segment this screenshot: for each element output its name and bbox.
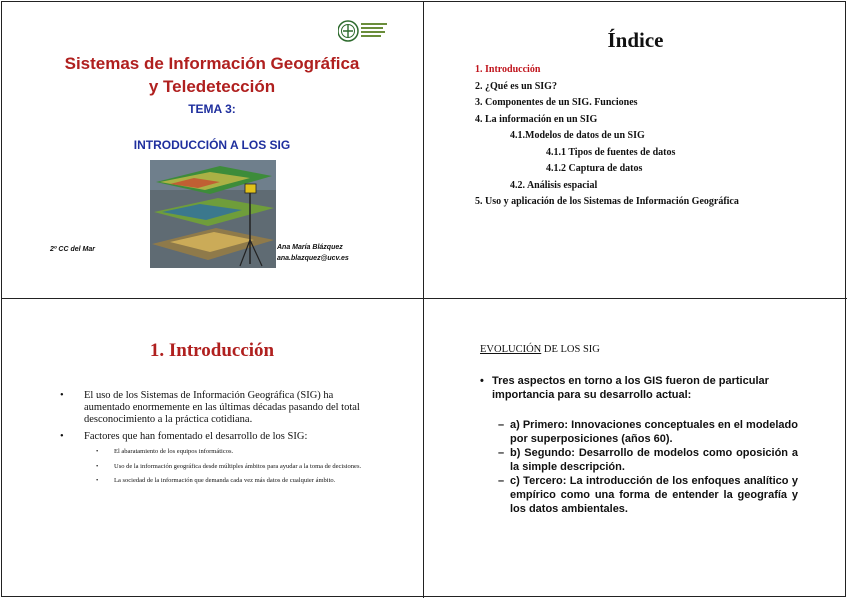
slide-3-introduction <box>2 300 422 597</box>
topic-number: TEMA 3: <box>188 102 236 116</box>
toc-item: 4. La información en un SIG <box>475 113 598 125</box>
sub-point <box>498 418 798 446</box>
toc-item: 4.1.1 Tipos de fuentes de datos <box>546 146 676 158</box>
dash-icon: – <box>498 475 505 487</box>
bullet-icon: • <box>60 390 64 401</box>
sub-point-text: c) Tercero: La introducción de los enfoques analítico y empírico como una forma de entender la geografía y los datos ambientales. <box>510 475 798 515</box>
gis-layers-illustration <box>150 160 276 268</box>
main-point <box>480 374 798 402</box>
index-title: Índice <box>607 28 664 52</box>
slide-title: 1. Introducción <box>149 340 275 361</box>
presentation-title <box>32 52 392 98</box>
toc-item: 4.2. Análisis espacial <box>510 179 598 191</box>
dash-icon: – <box>498 419 505 431</box>
slide-divider-horizontal <box>1 298 847 299</box>
university-logo-icon <box>338 18 390 44</box>
toc-item: 2. ¿Qué es un SIG? <box>475 80 557 92</box>
sub-list-item-text: Uso de la información geográfica desde múltiples ámbitos para ayudar a la toma de decisiones. <box>114 462 362 470</box>
title-line-1: Sistemas de Información Geográfica <box>64 54 360 73</box>
author-block <box>277 242 349 264</box>
sub-point <box>498 474 798 516</box>
toc-item: 5. Uso y aplicación de los Sistemas de Información Geográfica <box>475 196 739 207</box>
heading-underlined: EVOLUCIÓN <box>480 344 542 355</box>
list-item-text: Factores que han fomentado el desarrollo de los SIG: <box>84 431 308 442</box>
sub-point-text: b) Segundo: Desarrollo de modelos como oposición a la simple descripción. <box>510 447 798 473</box>
bullet-icon: • <box>96 462 99 470</box>
bullet-icon: • <box>480 375 484 387</box>
slide-divider-vertical <box>423 1 424 598</box>
bullet-icon: • <box>96 477 99 484</box>
bullet-icon: • <box>60 431 64 442</box>
slide-4-evolution <box>425 300 846 597</box>
sub-list-item-text: La sociedad de la información que demanda cada vez más datos de cualquier ámbito. <box>114 477 336 484</box>
list-item-text: El uso de los Sistemas de Información Geográfica (SIG) ha aumentado enormemente en las últimas décadas pasando del total desconocimiento a la práctica cotidiana. <box>84 390 360 425</box>
sub-point-text: a) Primero: Innovaciones conceptuales en el modelado por superposiciones (años 60). <box>510 419 798 445</box>
list-item <box>58 431 368 443</box>
slide-heading <box>480 344 600 355</box>
slide-1-title <box>2 2 422 297</box>
table-of-contents <box>475 62 739 211</box>
sub-list-item <box>58 477 368 486</box>
toc-item: 1. Introducción <box>475 64 541 75</box>
toc-item: 4.1.Modelos de datos de un SIG <box>510 130 645 141</box>
sub-list-item-text: El abaratamiento de los equipos informáticos. <box>114 448 234 455</box>
sub-points <box>498 418 798 516</box>
sub-point <box>498 446 798 474</box>
bullet-icon: • <box>96 448 99 455</box>
author-name: Ana María Blázquez <box>277 244 343 251</box>
dash-icon: – <box>498 447 505 459</box>
toc-item: 3. Componentes de un SIG. Funciones <box>475 97 638 108</box>
bullet-list <box>58 390 368 492</box>
title-line-2: y Teledetección <box>148 77 276 96</box>
main-point-text: Tres aspectos en torno a los GIS fueron de particular importancia para su desarrollo actual: <box>492 375 769 401</box>
author-email: ana.blazquez@ucv.es <box>277 255 349 262</box>
sub-list-item <box>58 463 368 472</box>
list-item <box>58 390 368 426</box>
toc-item: 4.1.2 Captura de datos <box>546 163 643 174</box>
slide-2-index <box>425 2 846 297</box>
course-label: 2º CC del Mar <box>50 246 95 253</box>
heading-rest: DE LOS SIG <box>541 344 600 355</box>
topic-title: INTRODUCCIÓN A LOS SIG <box>133 138 291 152</box>
sub-list-item <box>58 448 368 457</box>
